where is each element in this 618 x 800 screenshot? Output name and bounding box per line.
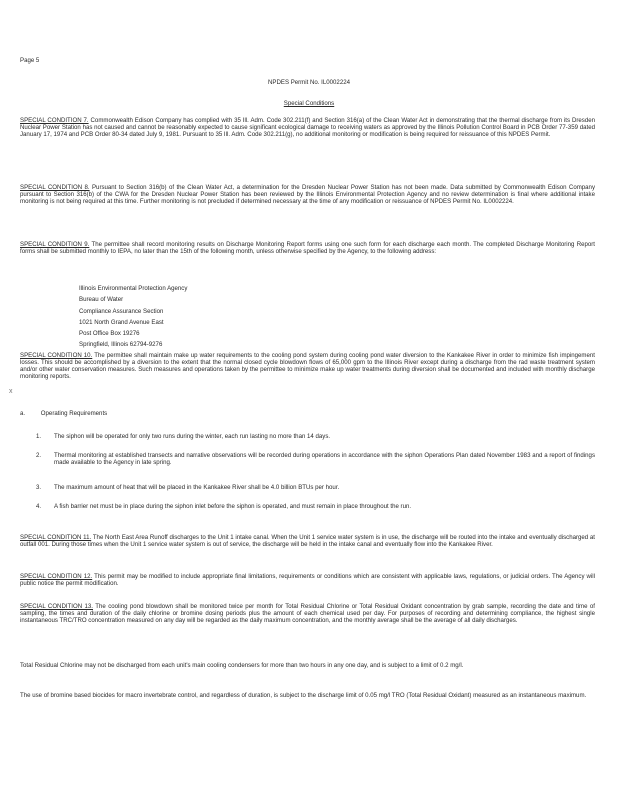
mailing-address (79, 283, 187, 351)
requirement-text: Thermal monitoring at established transects and narrative observations will be recorded during operations in accordance with the siphon Operations Plan dated November 1983 and a report of findings made available to the Agency in late spring. (54, 452, 595, 467)
special-condition-13 (20, 603, 595, 624)
requirement-number: 1. (36, 433, 42, 440)
permit-title: NPDES Permit No. IL0002224 (268, 79, 350, 86)
condition-text: The permittee shall maintain make up water requirements to the cooling pond system during cooling pond water diversion to the Kankakee River in order to minimize fish impingement losses. This should be accomplished by a diversion to the extent that the normal closed cycle blowdown flows of 65,000 gpm to the Illinois River except during a discharge from the rad waste treatment system and/or other water conservation measures. Such measures and operations taken by the permittee to minimize make up water treatments during diversion shall be documented and included with monthly discharge monitoring reports. (20, 352, 595, 381)
special-condition-7 (20, 117, 595, 138)
requirement-number: 4. (36, 503, 42, 510)
requirement-number: 3. (36, 484, 42, 491)
address-line: Post Office Box 19276 (79, 330, 140, 338)
condition-label: SPECIAL CONDITION 7. (20, 117, 89, 124)
address-line: Illinois Environmental Protection Agency (79, 285, 188, 292)
special-condition-11 (20, 534, 595, 548)
requirement-text: The siphon will be operated for only two runs during the winter, each run lasting no more than 14 days. (54, 433, 331, 440)
address-line: Compliance Assurance Section (79, 307, 164, 315)
condition-label: SPECIAL CONDITION 9. (20, 241, 90, 248)
condition-label: SPECIAL CONDITION 13. (20, 603, 93, 610)
requirement-number: 2. (36, 452, 42, 459)
chlorine-paragraph: Total Residual Chlorine may not be discharged from each unit's main cooling condensers for more than two hours in any one day, and is subject to a limit of 0.2 mg/l. (20, 662, 464, 669)
address-line: Springfield, Illinois 62794-9276 (79, 341, 163, 349)
special-condition-8 (20, 184, 595, 205)
condition-text: The North East Area Runoff discharges to the Unit 1 intake canal. When the Unit 1 service water system is in use, the discharge will be routed into the intake and eventually discharged at outfall 001. During those times when the Unit 1 service water system is out of service, the discharge will be held in the intake canal and eventually flow into the Kankakee River. (20, 534, 595, 549)
margin-mark: x (9, 388, 13, 395)
special-condition-10 (20, 352, 595, 380)
condition-text: This permit may be modified to include appropriate final limitations, requirements or conditions which are consistent with applicable laws, regulations, or judicial orders. The Agency will public notice the permit modification. (20, 573, 595, 588)
condition-text: The permittee shall record monitoring results on Discharge Monitoring Report forms using one such form for each discharge each month. The completed Discharge Monitoring Report forms shall be submitted monthly to IEPA, no later than the 15th of the following month, unless otherwise specified by the Agency, to the following address: (20, 241, 595, 256)
special-condition-12 (20, 573, 595, 587)
condition-text: Pursuant to Section 316(b) of the Clean Water Act, a determination for the Dresden Nuclear Power Station has not been made. Data submitted by Commonwealth Edison Company pursuant to Section 316(b) of the CWA for the Dresden Nuclear Power Station has been reviewed by the Illinois Environmental Protection Agency and no review determination is final where additional intake monitoring is not being required at this time. Further monitoring is not precluded if determined necessary at the time of any modification or reissuance of NPDES Permit No. IL0002224. (20, 184, 595, 206)
address-line: Bureau of Water (79, 296, 124, 304)
condition-label: SPECIAL CONDITION 10. (20, 352, 93, 359)
requirement-text: The maximum amount of heat that will be placed in the Kankakee River shall be 4.0 billion BTUs per hour. (54, 484, 340, 491)
condition-label: SPECIAL CONDITION 11. (20, 534, 92, 541)
operating-requirements-heading (20, 410, 107, 417)
bromine-paragraph: The use of bromine based biocides for macro invertebrate control, and regardless of duration, is subject to the discharge limit of 0.05 mg/l TRO (Total Residual Oxidant) measured as an instantaneous maximum. (20, 692, 587, 699)
condition-label: SPECIAL CONDITION 8. (20, 184, 90, 191)
address-line: 1021 North Grand Avenue East (79, 318, 164, 326)
operating-number: a. (20, 410, 26, 417)
requirement-text: A fish barrier net must be in place during the siphon inlet before the siphon is operated, and must remain in place throughout the run. (54, 503, 412, 510)
operating-label: Operating Requirements (40, 410, 108, 417)
section-title: Special Conditions (283, 100, 335, 107)
condition-text: The cooling pond blowdown shall be monitored twice per month for Total Residual Chlorine or Total Residual Oxidant concentration by grab sample, recording the date and time of sampling, the times and duration of the daily chlorine or bromine dosing periods plus the amount of each chemical used per day. For purposes of recording and determining compliance, the highest single instantaneous TRC/TRO concentration measured on any day will be regarded as the daily maximum concentration, and the monthly average shall be the average of all daily discharges. (20, 603, 595, 625)
special-condition-9 (20, 241, 595, 255)
page-label: Page 5 (20, 57, 40, 64)
condition-label: SPECIAL CONDITION 12. (20, 573, 93, 580)
condition-text: Commonwealth Edison Company has complied with 35 Ill. Adm. Code 302.211(f) and Section 316(a) of the Clean Water Act in demonstrating that the thermal discharge from its Dresden Nuclear Power Station has not caused and cannot be reasonably expected to cause significant ecological damage to receiving waters as approved by the Illinois Pollution Control Board in PCB Order 77-359 dated January 17, 1974 and PCB Order 80-34 dated July 9, 1981. Pursuant to 35 Ill. Adm. Code 302.211(g), no additional monitoring or modification is being required for reissuance of this NPDES Permit. (20, 117, 595, 139)
